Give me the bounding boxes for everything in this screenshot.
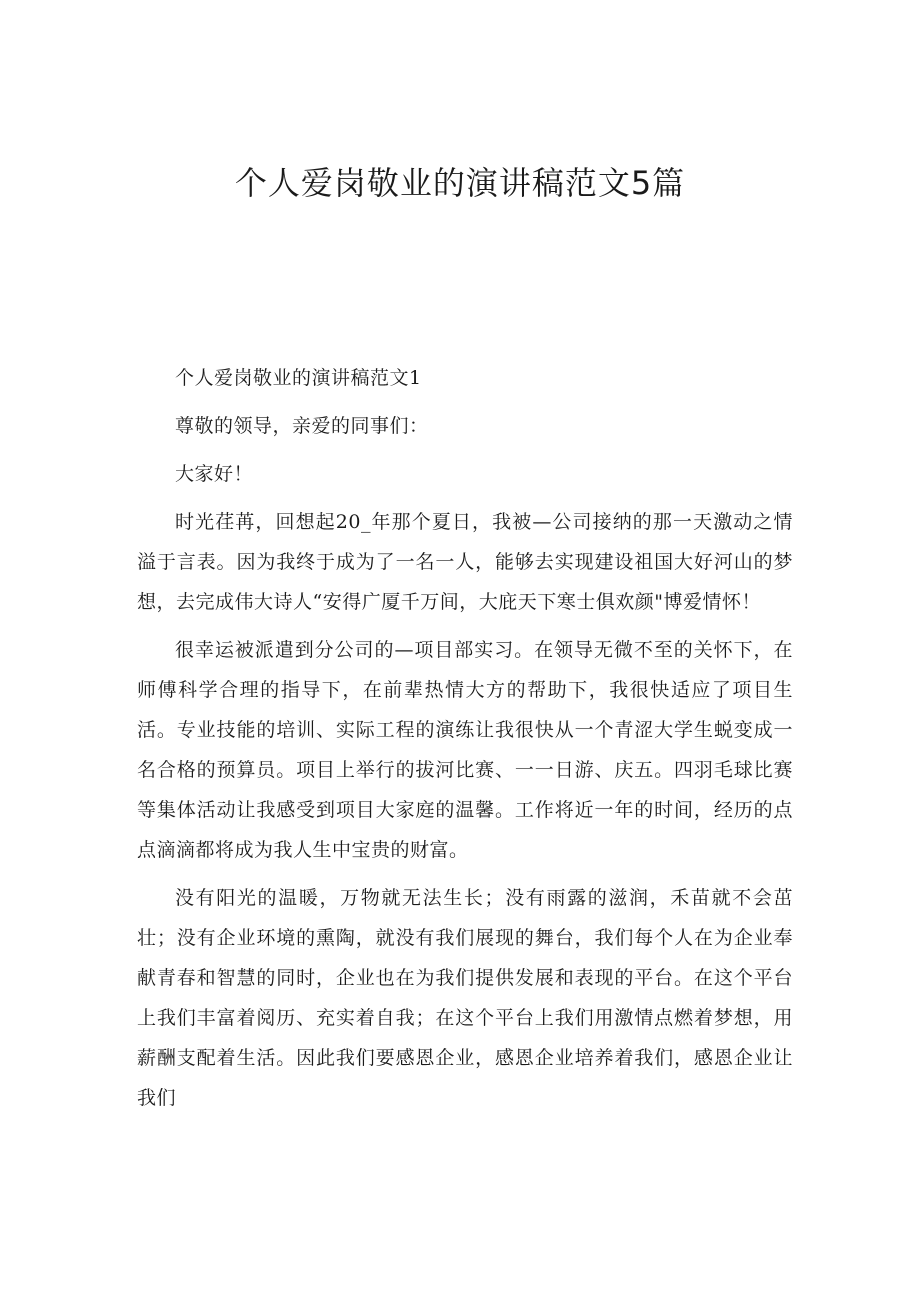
section-heading: 个人爱岗敬业的演讲稿范文1 [175, 367, 422, 389]
paragraph: 没有阳光的温暖，万物就无法生长；没有雨露的滋润，禾苗就不会茁壮；没有企业环境的熏陶，就没有我们展现的舞台，我们每个人在为企业奉献青春和智慧的同时，企业也在为我们提供发展和表现的平台。在这个平台上我们丰富着阅历、充实着自我；在这个平台上我们用激情点燃着梦想，用薪酬支配着生活。因此我们要感恩企业，感恩企业培养着我们，感恩企业让我们 [137, 887, 793, 1109]
paragraph: 时光荏苒，回想起20_年那个夏日，我被—公司接纳的那一天激动之情溢于言表。因为我终于成为了一名一人，能够去实现建设祖国大好河山的梦想，去完成伟大诗人“安得广厦千万间，大庇天下寒士俱欢颜"博爱情怀！ [137, 511, 793, 613]
greeting: 大家好！ [175, 463, 254, 485]
salutation: 尊敬的领导，亲爱的同事们： [175, 415, 429, 437]
document-body [137, 358, 793, 1126]
paragraph: 很幸运被派遣到分公司的—项目部实习。在领导无微不至的关怀下，在师傅科学合理的指导下，在前辈热情大方的帮助下，我很快适应了项目生活。专业技能的培训、实际工程的演练让我很快从一个青涩大学生蜕变成一名合格的预算员。项目上举行的拔河比赛、一一日游、庆五。四羽毛球比赛等集体活动让我感受到项目大家庭的温馨。工作将近一年的时间，经历的点点滴滴都将成为我人生中宝贵的财富。 [137, 639, 793, 861]
document-title: 个人爱岗敬业的演讲稿范文5篇 [234, 164, 686, 202]
